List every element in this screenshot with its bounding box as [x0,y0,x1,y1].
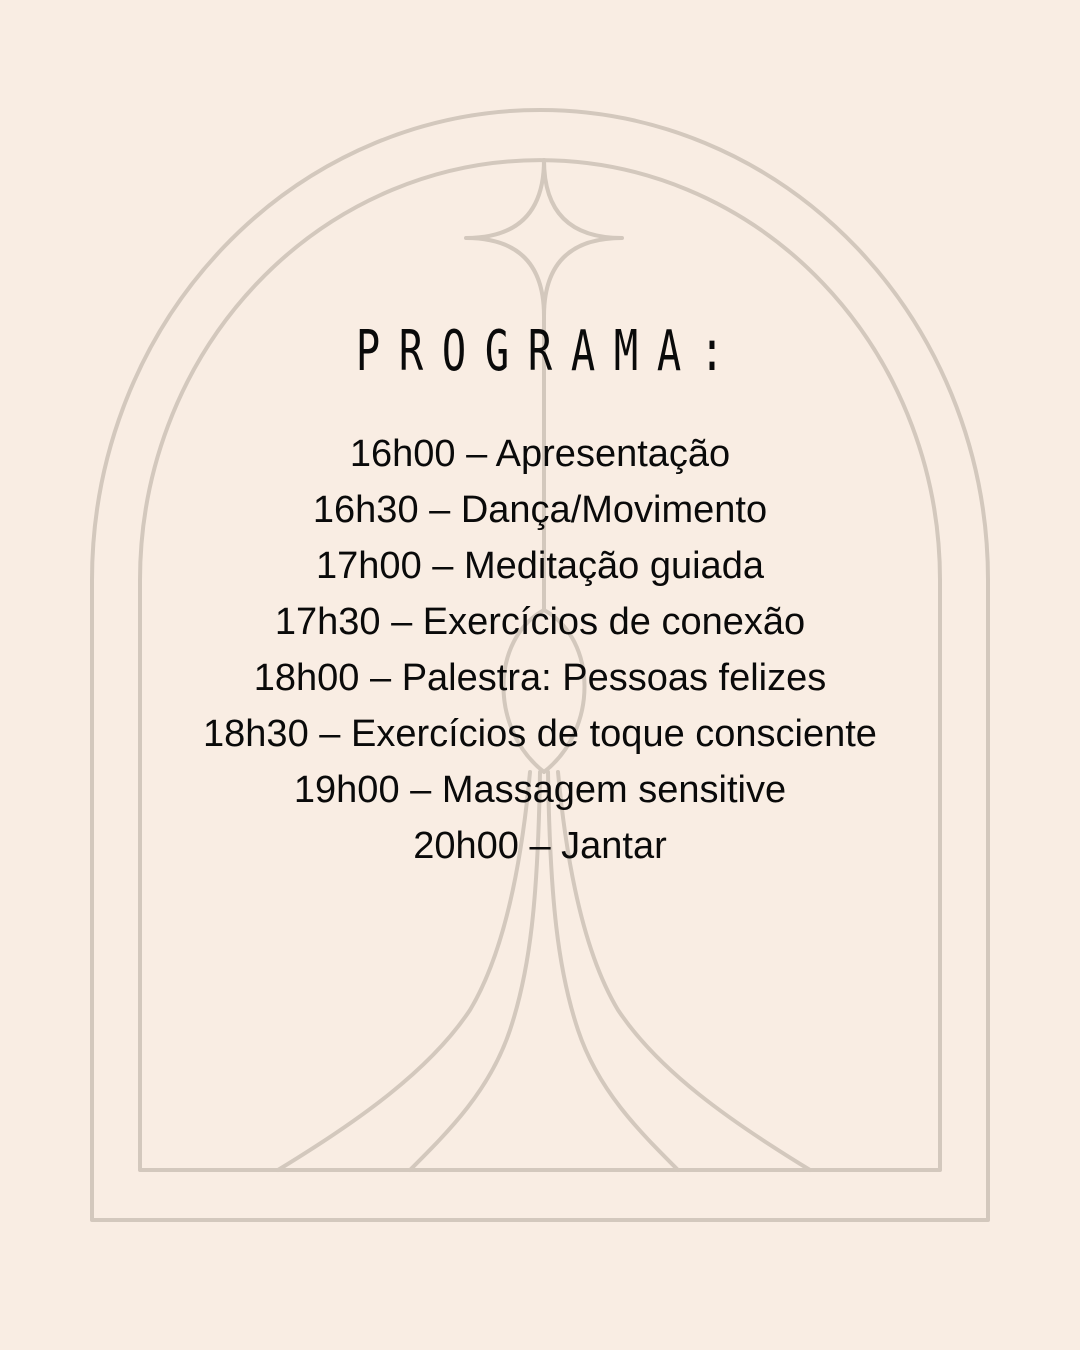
schedule-item [0,818,1080,874]
schedule-item [0,538,1080,594]
schedule-item [0,650,1080,706]
schedule-separator: – [529,825,551,867]
schedule-time: 18h30 [203,713,309,755]
schedule-activity: Exercícios de toque consciente [350,713,877,755]
schedule-time: 19h00 [293,769,400,811]
schedule-activity: Meditação guiada [463,545,764,587]
program-title: PROGRAMA: [355,319,743,384]
schedule-list [0,426,1080,874]
schedule-separator: – [391,601,413,643]
schedule-activity: Apresentação [495,433,731,475]
schedule-activity: Palestra: Pessoas felizes [401,657,827,699]
schedule-time: 16h30 [312,489,419,531]
schedule-time: 20h00 [413,825,519,867]
schedule-time: 17h00 [316,545,422,587]
schedule-separator: – [466,433,488,475]
schedule-item [0,482,1080,538]
schedule-time: 16h00 [349,433,456,475]
schedule-time: 17h30 [274,601,381,643]
schedule-activity: Massagem sensitive [441,769,787,811]
schedule-activity: Jantar [561,825,667,867]
schedule-item [0,594,1080,650]
schedule-item [0,426,1080,482]
schedule-separator: – [410,769,432,811]
schedule-activity: Dança/Movimento [460,489,768,531]
schedule-separator: – [319,713,341,755]
schedule-separator: – [370,657,392,699]
schedule-item [0,706,1080,762]
schedule-time: 18h00 [253,657,360,699]
schedule-separator: – [432,545,454,587]
four-point-star [466,160,622,316]
schedule-activity: Exercícios de conexão [422,601,806,643]
schedule-item [0,762,1080,818]
schedule-separator: – [429,489,451,531]
